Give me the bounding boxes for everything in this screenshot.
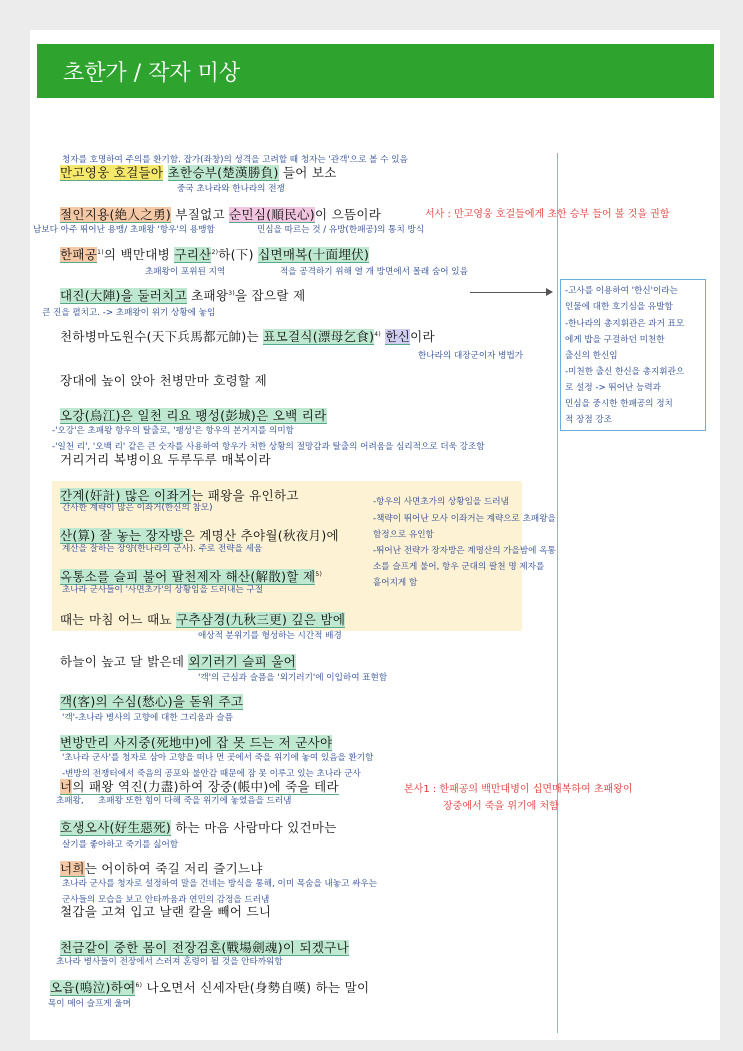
annotation: 민심을 따르는 것 / 유방(한패공)의 통치 방식 xyxy=(257,225,425,235)
annotation: 한나라의 대장군이자 병법가 xyxy=(418,351,524,361)
box-note-line: 흩어지게 함 xyxy=(373,578,418,588)
verse-line: 한패공$^{1)}$의 백만대병 구리산$^{2)}$하(下) 십면매복(十面埋伏) xyxy=(60,247,370,262)
verse-line: 거리거리 복병이요 두루두루 매복이라 xyxy=(60,452,271,467)
verse-line: 너희는 어이하여 죽길 저리 즐기느냐 xyxy=(60,861,263,876)
annotation: 초나라 군사를 청자로 설정하여 말을 건네는 방식을 통해, 이미 목숨을 내놓고 싸우는 xyxy=(62,879,378,889)
annotation: 살기를 좋아하고 죽기를 싫어함 xyxy=(62,840,179,850)
verse-line: 때는 마침 어느 때뇨 구추삼경(九秋三更) 깊은 밤에 xyxy=(60,612,346,627)
annotation: -'오강'은 초패왕 항우의 탈출로, '팽성'은 항우의 본거지를 의미함 xyxy=(52,426,294,436)
arrow-head-icon xyxy=(546,288,553,296)
side-note-line: 로 설정 -> 뛰어난 능력과 xyxy=(565,383,661,393)
verse-line: 철갑을 고쳐 입고 날랜 칼을 빼어 드니 xyxy=(60,904,272,919)
verse-line: 대진(大陣)을 둘러치고 초패왕$^{3)}$을 잡으랄 제 xyxy=(60,288,306,303)
box-note-line: -항우의 사면초가의 상황임을 드러냄 xyxy=(373,497,509,507)
annotation: 군사들의 모습을 보고 안타까움과 연민의 감정을 드러냄 xyxy=(62,895,270,905)
page xyxy=(30,30,720,1040)
side-note-box xyxy=(560,279,706,431)
verse-line: 변방만리 사지중(死地中)에 잡 못 드는 저 군사야 xyxy=(60,735,333,750)
side-note-line: 출신의 한신임 xyxy=(565,351,618,361)
arrow-line xyxy=(470,292,550,293)
title-banner xyxy=(37,44,714,98)
annotation: 초패왕 또한 힘이 다해 죽을 위기에 놓였음을 드러냄 xyxy=(98,796,292,806)
annotation: '초나라 군사'를 청자로 삼아 고향을 떠나 먼 곳에서 죽을 위기에 놓여 있음을 환기함 xyxy=(62,753,374,763)
side-note-line: -한나라의 총지휘관은 과거 표모 xyxy=(565,319,685,329)
verse-line: 옥통소를 슬피 불어 팔천제자 해산(解散)할 제$^{5)}$ xyxy=(60,569,323,584)
verse-line: 너의 패왕 역진(力盡)하여 장중(帳中)에 죽을 테라 xyxy=(60,779,339,794)
section-note: 본사1 : 한패공의 백만대병이 십면매복하여 초패왕이 xyxy=(404,784,633,795)
annotation: 중국 초나라와 한나라의 전쟁 xyxy=(177,184,285,194)
side-note-line: 인물에 대한 호기심을 유발함 xyxy=(565,302,673,312)
box-note-line: 소를 슬프게 불어, 항우 군대의 팔천 명 제자를 xyxy=(373,562,545,572)
verse-line: 간계(奸計) 많은 이좌거는 패왕을 유인하고 xyxy=(60,488,299,503)
side-note-line: 적 장점 강조 xyxy=(565,415,612,425)
annotation: 목이 메어 슬프게 울며 xyxy=(48,999,131,1009)
box-note-line: -뛰어난 전략가 장자방은 계명산의 가을밤에 옥통 xyxy=(373,546,556,556)
annotation: 초패왕이 포위된 지역 xyxy=(145,267,226,277)
verse-line: 객(客)의 수심(愁心)을 돋워 주고 xyxy=(60,694,244,709)
annotation: 초패왕, xyxy=(56,796,84,806)
page-title: 초한가 / 작자 미상 xyxy=(63,61,241,86)
annotation: 계산을 잘하는 장양(한나라의 군사). 주로 전략을 세움 xyxy=(62,544,263,554)
section-note: 서사 : 만고영웅 호걸들에게 초한 승부 들어 볼 것을 권함 xyxy=(425,209,670,220)
verse-line: 산(算) 잘 놓는 장자방은 계명산 추야월(秋夜月)에 xyxy=(60,528,339,543)
verse-line: 하늘이 높고 달 밝은데 외기러기 슬피 울어 xyxy=(60,654,297,669)
side-note-line: 민심을 중시한 한패공의 정치 xyxy=(565,399,673,409)
side-note-line: 에게 밥을 구걸하던 미천한 xyxy=(565,335,665,345)
annotation: 초나라 병사들이 전장에서 스러져 혼령이 될 것을 안타까워함 xyxy=(56,957,283,967)
verse-line: 호생오사(好生惡死) 하는 마음 사람마다 있건마는 xyxy=(60,820,337,835)
annotation: 초나라 군사들이 '사면초가'의 상황임을 드러내는 구절 xyxy=(62,585,264,595)
section-note: 장중에서 죽을 위기에 처함 xyxy=(443,801,559,812)
box-note-line: 함정으로 유인함 xyxy=(373,530,434,540)
verse-line: 오읍(嗚泣)하여$^{6)}$ 나오면서 신세자탄(身勢自嘆) 하는 말이 xyxy=(50,980,370,995)
annotation: 적을 공격하기 위해 열 개 방면에서 몰래 숨어 있음 xyxy=(280,267,468,277)
annotation: -변방의 전쟁터에서 죽음의 공포와 불안감 때문에 잠 못 이루고 있는 초나라 군사 xyxy=(62,769,361,779)
annotation: '객'-초나라 병사의 고향에 대한 그리움과 슬픔 xyxy=(62,713,233,723)
verse-line: 천금같이 중한 몸이 전장검혼(戰場劍魂)이 되겠구나 xyxy=(60,940,350,955)
annotation: -'일천 리', '오백 리' 같은 큰 숫자를 사용하여 항우가 처한 상황의 절망감과 탈출의 어려움을 심리적으로 더욱 강조함 xyxy=(52,442,485,452)
annotation: 청자를 호명하여 주의를 환기함. 잡가(좌창)의 성격을 고려할 때 청자는 '관객'으로 볼 수 있음 xyxy=(62,155,408,165)
verse-line: 절인지용(絶人之勇) 부질없고 순민심(順民心)이 으뜸이라 xyxy=(60,207,382,222)
box-note-line: -책략이 뛰어난 모사 이좌거는 계략으로 초패왕을 xyxy=(373,514,556,524)
side-note-line: -미천한 출신 한신을 총지휘관으 xyxy=(565,367,685,377)
side-note-line: -고사를 이용하여 '한신'이라는 xyxy=(565,286,678,296)
margin-divider xyxy=(557,153,558,1033)
annotation: 애상적 분위기를 형성하는 시간적 배경 xyxy=(198,631,342,641)
annotation: '객'의 근심과 슬픔을 '외기러기'에 이입하여 표현함 xyxy=(198,673,388,683)
verse-line: 오강(烏江)은 일천 리요 팽성(彭城)은 오백 리라 xyxy=(60,408,327,423)
annotation: 남보다 아주 뛰어난 용맹/ 초패왕 '항우'의 용맹함 xyxy=(33,225,215,235)
verse-line: 장대에 높이 앉아 천병만마 호령할 제 xyxy=(60,373,267,388)
verse-line: 천하병마도원수(天下兵馬都元帥)는 표모걸식(漂母乞食)$^{4)}$ 한신이라 xyxy=(60,329,435,344)
annotation: 큰 진을 펼치고. -> 초패왕이 위기 상황에 놓임 xyxy=(42,308,216,318)
annotation: 간사한 계략이 많은 이좌거(한신의 참모) xyxy=(62,503,213,513)
verse-line: 만고영웅 호걸들아 초한승부(楚漢勝負) 들어 보소 xyxy=(60,165,337,180)
